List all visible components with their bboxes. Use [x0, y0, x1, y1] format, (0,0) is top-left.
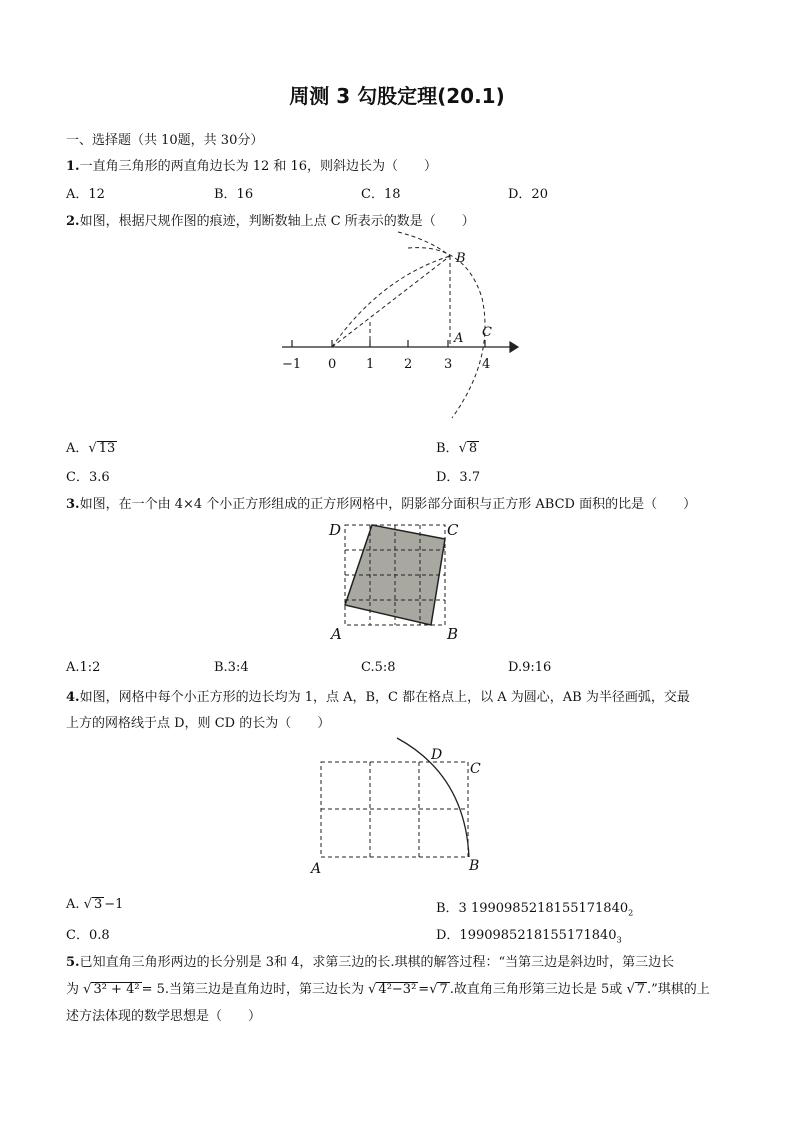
question-number: 5. [66, 955, 80, 970]
q4-option-a: A. √ 3 −1 [66, 897, 124, 912]
tick-label: 2 [404, 357, 413, 372]
point-label-c: C [482, 325, 492, 340]
number-line-figure [270, 228, 530, 428]
question-3 [66, 493, 696, 512]
section-heading: 一、选择题（共 10题，共 30分） [66, 133, 264, 148]
label-c: C [470, 761, 481, 777]
question-1 [66, 155, 437, 174]
q1-option-a: A．12 [66, 187, 105, 202]
axis-arrow-icon [510, 342, 518, 352]
big-arc-dashed [408, 248, 485, 418]
tick-label: −1 [282, 357, 302, 372]
q1-option-c: C．18 [361, 187, 401, 202]
q2-option-a: A．√ 13 [66, 441, 116, 456]
label-a: A [331, 625, 342, 643]
label-d: D [329, 521, 342, 539]
question-text-line1: 如图，网格中每个小正方形的边长均为 1，点 A，B，C 都在格点上，以 A 为圆心，AB 为半径画弧，交最 [79, 690, 690, 705]
q2-option-d: D．3.7 [436, 470, 481, 485]
question-2 [66, 210, 475, 229]
q3-option-a: A.1:2 [66, 660, 101, 675]
label-a: A [311, 861, 322, 877]
q4-option-c: C．0.8 [66, 928, 110, 943]
q1-option-b: B．16 [214, 187, 254, 202]
question-number: 1. [66, 159, 80, 174]
question-5-line3: 述方法体现的数学思想是（ ） [66, 1009, 262, 1024]
arc-grid-figure [305, 735, 495, 880]
question-number: 3. [66, 497, 80, 512]
tick-label: 3 [444, 357, 453, 372]
q4-option-d: D．$1990985218155171840_3$ [436, 928, 622, 945]
hypotenuse-dashed [332, 256, 450, 347]
question-text-line1: 已知直角三角形两边的长分别是 3和 4，求第三边的长.琪棋的解答过程：“当第三边是斜边时，第三边长 [79, 955, 675, 970]
label-c: C [447, 521, 459, 539]
point-label-a: A [454, 331, 464, 346]
question-5-line2: 为 √ 3² + 4² = 5.当第三边是直角边时，第三边长为 √ 4²−3² =√ 7 .故直角三角形第三边长是 5或 √ 7 .”琪棋的上 [66, 982, 710, 997]
q2-option-b: B．√ 8 [436, 441, 478, 456]
q4-option-b: B．3 $1990985218155171840_2$ [436, 901, 634, 918]
label-b: B [469, 858, 480, 874]
page-title: 周测 3 勾股定理(20.1) [289, 84, 505, 108]
question-text: 如图，根据尺规作图的痕迹，判断数轴上点 C 所表示的数是（ ） [79, 214, 475, 229]
question-4-line2: 上方的网格线于点 D，则 CD 的长为（ ） [66, 716, 331, 731]
q3-option-b: B.3:4 [214, 660, 249, 675]
question-number: 2. [66, 214, 80, 229]
question-4 [66, 686, 690, 705]
label-d: D [431, 747, 443, 763]
q3-option-d: D.9:16 [508, 660, 552, 675]
question-number: 4. [66, 690, 80, 705]
label-b: B [447, 625, 459, 643]
q3-option-c: C.5:8 [361, 660, 396, 675]
question-text: 如图，在一个由 4×4 个小正方形组成的正方形网格中，阴影部分面积与正方形 ABCD 面积的比是（ ） [79, 497, 697, 512]
tick-label: 1 [366, 357, 375, 372]
tick-label: 4 [482, 357, 491, 372]
question-5 [66, 951, 674, 970]
q2-option-c: C．3.6 [66, 470, 110, 485]
point-label-b: B [456, 251, 466, 266]
tick-label: 0 [328, 357, 337, 372]
question-text: 一直角三角形的两直角边长为 12 和 16，则斜边长为（ ） [79, 159, 438, 174]
grid-square-figure [325, 515, 465, 645]
q1-option-d: D．20 [508, 187, 548, 202]
